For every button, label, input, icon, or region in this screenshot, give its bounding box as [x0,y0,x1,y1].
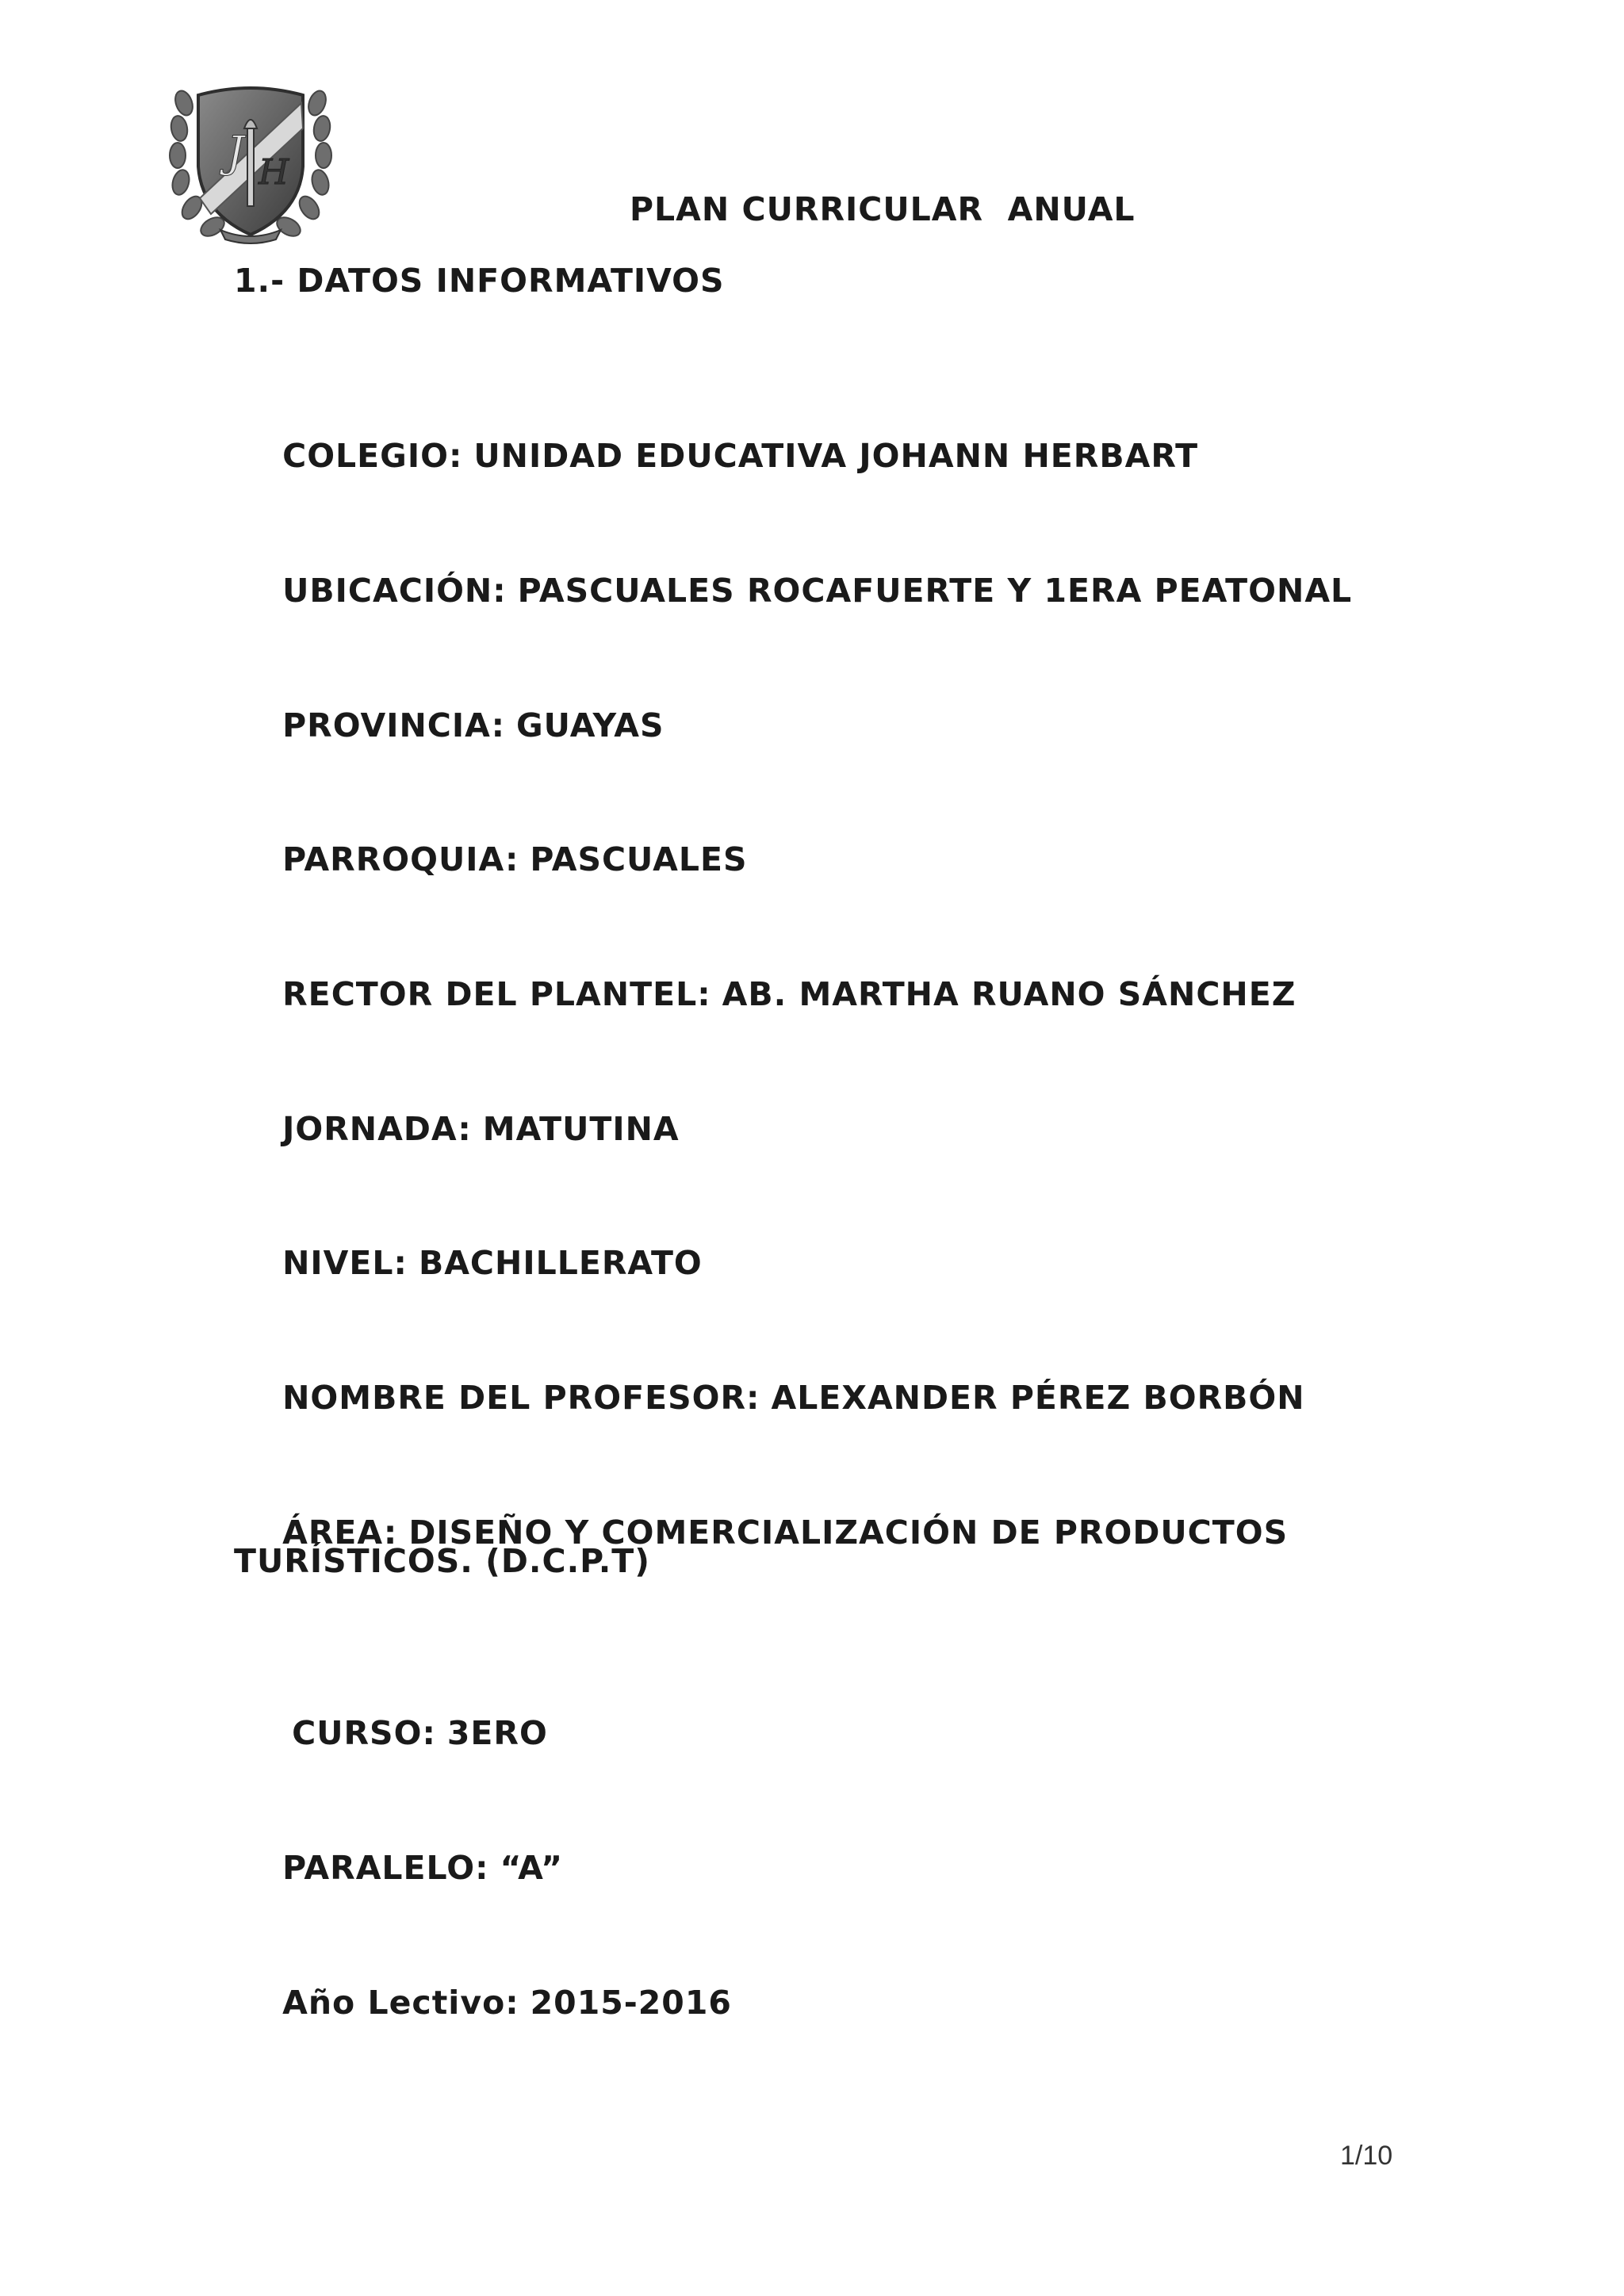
field-value: “A” [500,1849,564,1887]
page-number: 1/10 [1340,2141,1393,2171]
field-value: DISEÑO Y COMERCIALIZACIÓN DE PRODUCTOS [408,1513,1289,1552]
field-label: Año Lectivo: [282,1984,519,2022]
field-anio-lectivo [234,1946,732,2060]
document-title: PLAN CURRICULAR ANUAL [630,190,1136,228]
field-value: BACHILLERATO [418,1244,703,1282]
field-label: JORNADA: [282,1110,472,1148]
field-value: 2015-2016 [530,1984,732,2022]
field-label: ÁREA: [282,1513,398,1552]
field-paralelo [234,1811,563,1925]
field-jornada [234,1072,680,1186]
field-label: NOMBRE DEL PROFESOR: [282,1379,760,1417]
section-heading: 1.- DATOS INFORMATIVOS [234,262,725,300]
field-label: PARALELO: [282,1849,489,1887]
field-rector [234,937,1296,1051]
field-label: CURSO: [292,1714,436,1752]
field-parroquia [234,802,747,916]
field-label: COLEGIO: [282,437,463,475]
field-value: UNIDAD EDUCATIVA JOHANN HERBART [473,437,1199,475]
field-value: AB. MARTHA RUANO SÁNCHEZ [722,975,1297,1013]
field-value: ALEXANDER PÉREZ BORBÓN [771,1379,1305,1417]
field-value: PASCUALES [530,840,748,878]
field-label: NIVEL: [282,1244,408,1282]
field-label: UBICACIÓN: [282,572,507,610]
field-value: GUAYAS [516,706,665,744]
field-label: RECTOR DEL PLANTEL: [282,975,711,1013]
field-profesor [234,1341,1305,1455]
field-colegio [234,399,1198,513]
field-curso [243,1676,548,1790]
field-ubicacion [234,534,1352,648]
svg-text:J: J [227,127,244,177]
svg-text:H: H [259,152,289,193]
field-value: PASCUALES ROCAFUERTE Y 1ERA PEATONAL [517,572,1353,610]
field-value: 3ERO [446,1714,548,1752]
field-area-continuation: TURÍSTICOS. (D.C.P.T) [234,1542,650,1580]
field-value: MATUTINA [482,1110,680,1148]
field-nivel [234,1206,703,1320]
field-provincia [234,668,665,783]
field-label: PROVINCIA: [282,706,506,744]
field-label: PARROQUIA: [282,840,519,878]
school-crest-icon [165,79,336,246]
